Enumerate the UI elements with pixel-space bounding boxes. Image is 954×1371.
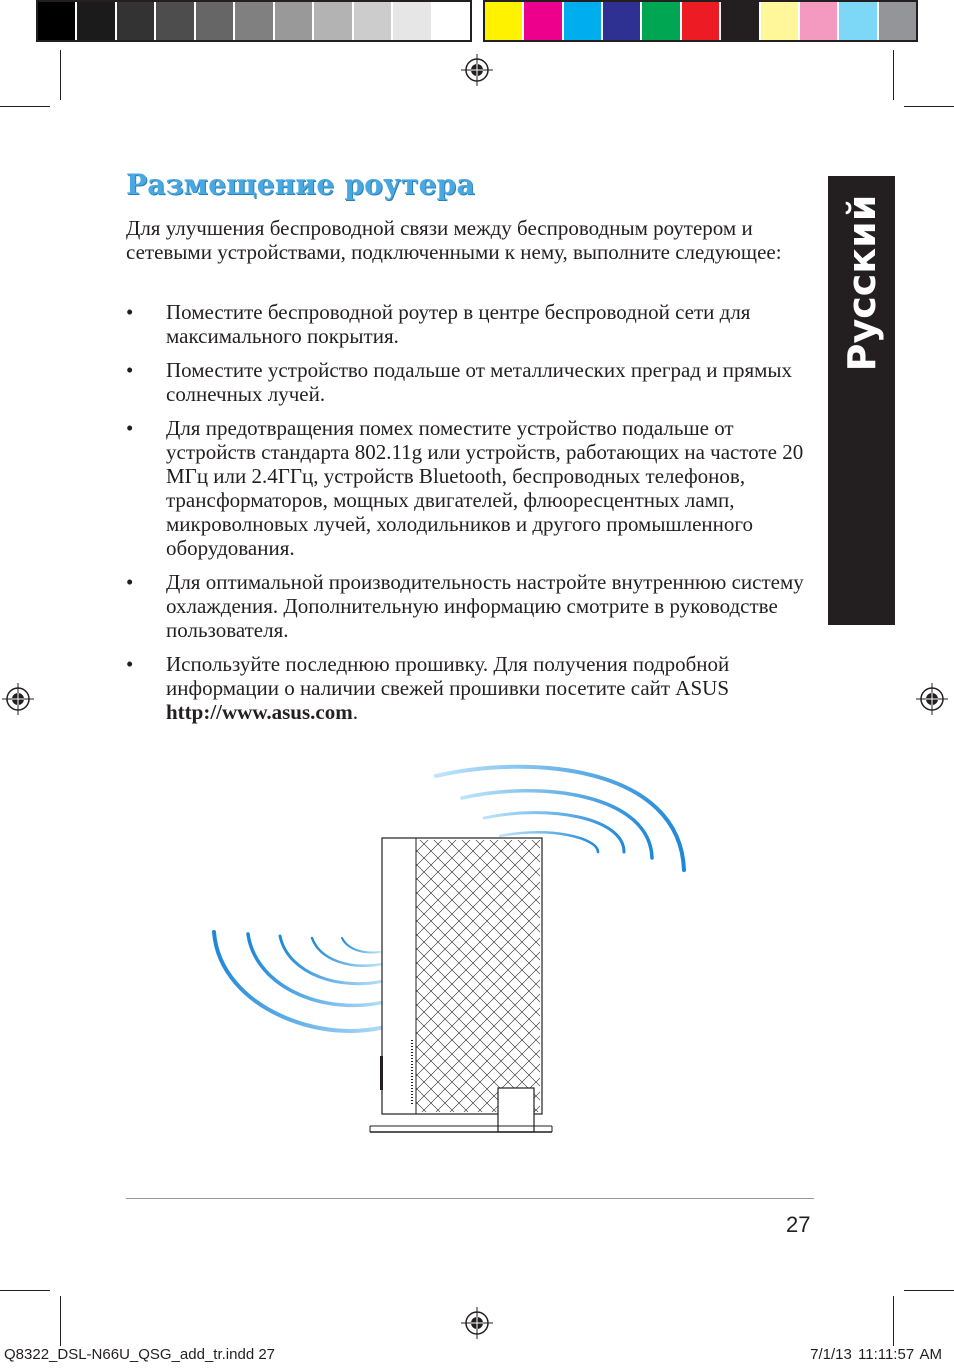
color-swatch — [761, 2, 800, 40]
bullet-icon: • — [126, 300, 134, 324]
bullet-icon: • — [126, 570, 134, 594]
color-calibration-bar — [483, 0, 918, 42]
color-swatch — [314, 2, 353, 40]
timestamp-slug: 7/1/13 11:11:57 AM — [810, 1346, 942, 1363]
crop-mark — [0, 106, 50, 107]
color-swatch — [485, 2, 524, 40]
color-swatch — [524, 2, 563, 40]
color-swatch — [196, 2, 235, 40]
language-tab — [828, 176, 895, 625]
bullet-icon: • — [126, 416, 134, 440]
router-wifi-illustration — [200, 760, 720, 1140]
color-swatch — [77, 2, 116, 40]
color-swatch — [879, 2, 916, 40]
asus-website-link[interactable]: http://www.asus.com — [166, 700, 353, 724]
crop-mark — [904, 106, 954, 107]
placement-tips-list — [126, 300, 806, 734]
crop-mark — [893, 1296, 894, 1346]
bullet-icon: • — [126, 358, 134, 382]
list-item — [126, 358, 806, 406]
crop-mark — [60, 50, 61, 100]
registration-mark-icon — [2, 683, 34, 715]
page-number: 27 — [786, 1212, 811, 1237]
registration-mark-icon — [461, 1307, 493, 1339]
color-swatch — [682, 2, 721, 40]
file-slug: Q8322_DSL-N66U_QSG_add_tr.indd 27 — [4, 1346, 276, 1363]
color-swatch — [603, 2, 642, 40]
color-swatch — [275, 2, 314, 40]
color-swatch — [642, 2, 681, 40]
list-item-text: Поместите беспроводной роутер в центре беспроводной сети для максимального покрытия. — [166, 300, 751, 348]
color-swatch — [393, 2, 432, 40]
color-swatch — [721, 2, 760, 40]
list-item — [126, 300, 806, 348]
list-item-text: Для оптимальной производительность настройте внутреннюю систему охлаждения. Дополнительную информацию смотрите в руководстве пользователя. — [166, 570, 804, 642]
registration-mark-icon — [916, 683, 948, 715]
list-item — [126, 416, 806, 560]
registration-mark-icon — [461, 54, 493, 86]
color-swatch — [156, 2, 195, 40]
color-swatch — [38, 2, 77, 40]
intro-paragraph: Для улучшения беспроводной связи между беспроводным роутером и сетевыми устройствами, подключенными к нему, выполните следующее: — [126, 216, 782, 264]
list-item-text: Поместите устройство подальше от металлических преград и прямых солнечных лучей. — [166, 358, 793, 406]
color-swatch — [839, 2, 878, 40]
color-swatch — [433, 2, 470, 40]
crop-mark — [893, 50, 894, 100]
color-swatch — [117, 2, 156, 40]
color-swatch — [354, 2, 393, 40]
crop-mark — [904, 1290, 954, 1291]
bullet-icon: • — [126, 652, 134, 676]
wifi-signal-left-icon — [214, 932, 400, 1031]
color-swatch — [800, 2, 839, 40]
language-tab-label: Русский — [839, 194, 884, 372]
list-item — [126, 652, 806, 724]
footer-divider — [126, 1198, 814, 1199]
crop-mark — [0, 1290, 50, 1291]
crop-mark — [60, 1296, 61, 1346]
section-title: Размещение роутера — [126, 168, 475, 201]
color-swatch — [564, 2, 603, 40]
router-icon — [370, 838, 552, 1132]
gray-calibration-bar — [36, 0, 472, 42]
list-item-text: Для предотвращения помех поместите устройство подальше от устройств стандарта 802.11g или устройств, работающих на частоте 20 МГц или 2.4ГГц, устройств Bluetooth, беспроводных телефонов, трансформаторов, мощных двигателей, флюоресцентных ламп, микроволновых лучей, холодильников и другого промышленного оборудования. — [166, 416, 804, 560]
color-swatch — [235, 2, 274, 40]
list-item-text: Используйте последнюю прошивку. Для получения подробной информации о наличии свежей прошивки посетите сайт ASUS — [166, 652, 730, 700]
list-item-end: . — [352, 700, 358, 724]
list-item — [126, 570, 806, 642]
